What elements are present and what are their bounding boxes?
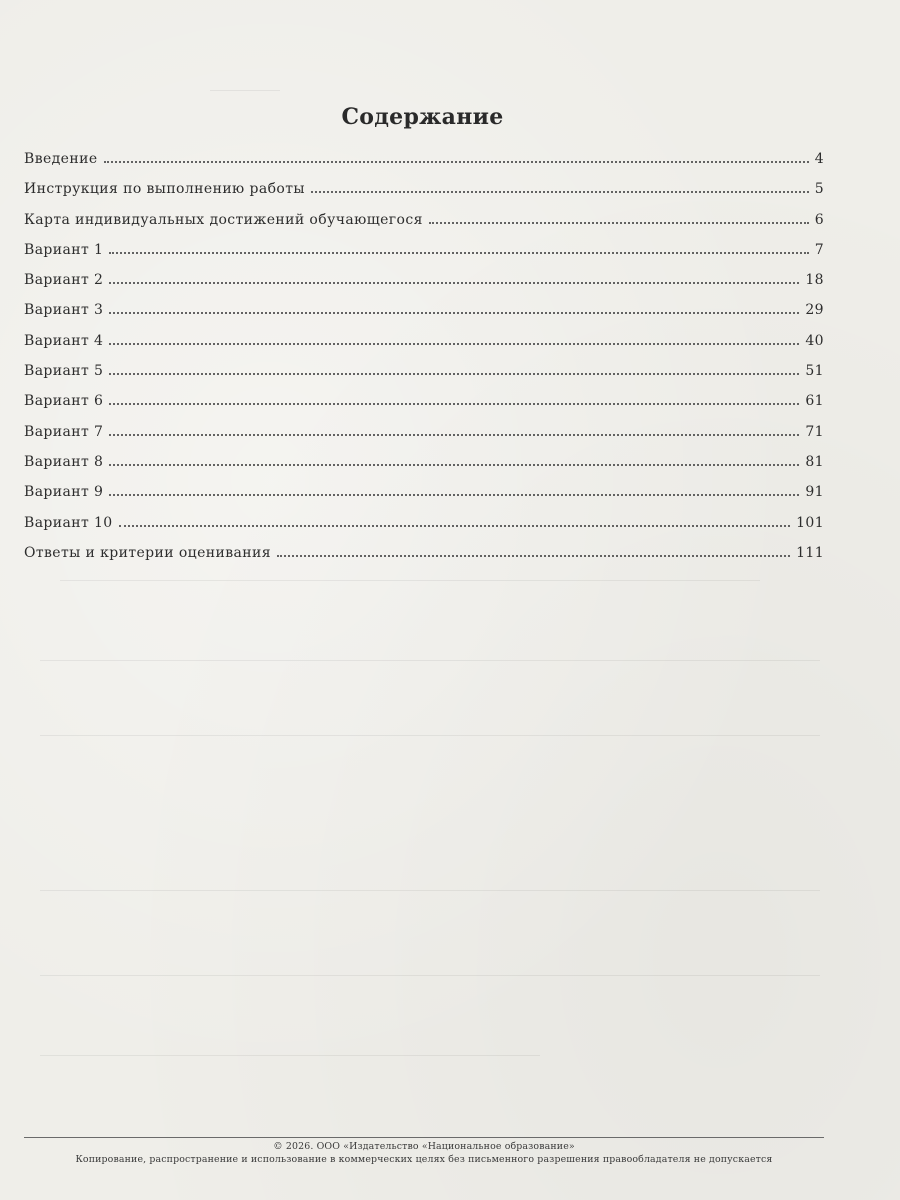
toc-entry — [24, 333, 824, 363]
toc-dot-leader — [109, 434, 799, 436]
show-through-line — [40, 1055, 540, 1056]
toc-entry-page-number: 101 — [796, 514, 824, 531]
toc-entry-label: Вариант 5 — [24, 363, 104, 380]
toc-entry-label: Вариант 9 — [24, 484, 104, 501]
toc-entry-label: Вариант 1 — [24, 241, 104, 258]
toc-dot-leader — [109, 464, 799, 466]
toc-entry-page-number: 111 — [796, 544, 824, 561]
toc-entry-label: Вариант 4 — [24, 332, 104, 349]
toc-dot-leader — [109, 282, 799, 284]
show-through-line — [60, 580, 760, 581]
toc-entry-page-number: 51 — [805, 363, 824, 380]
toc-entry-page-number: 61 — [805, 393, 824, 410]
toc-dot-leader — [109, 494, 799, 496]
show-through-line — [40, 660, 820, 661]
toc-entry-page-number: 81 — [805, 453, 824, 470]
toc-dot-leader — [104, 161, 809, 163]
toc-entry-label: Вариант 7 — [24, 423, 104, 440]
footer-copyright: © 2026. ООО «Издательство «Национальное образование» — [273, 1141, 575, 1152]
toc-dot-leader — [109, 343, 799, 345]
toc-entry — [24, 181, 824, 211]
toc-entry — [24, 515, 824, 545]
toc-entry-label: Вариант 3 — [24, 302, 104, 319]
toc-entry-page-number: 7 — [814, 241, 824, 258]
toc-entry-page-number: 40 — [805, 332, 824, 349]
toc-dot-leader — [119, 525, 790, 527]
toc-entry-label: Вариант 6 — [24, 393, 104, 410]
toc-entry — [24, 545, 824, 575]
footer-notice: Копирование, распространение и использование в коммерческих целях без письменного разрешения правообладателя не допускается — [75, 1154, 773, 1165]
toc-dot-leader — [109, 312, 799, 314]
table-of-contents — [24, 151, 824, 575]
toc-dot-leader — [429, 222, 809, 224]
footer-divider — [24, 1137, 824, 1138]
page-title: Содержание — [341, 104, 504, 130]
toc-entry-label: Введение — [24, 151, 98, 167]
toc-entry — [24, 363, 824, 393]
toc-entry — [24, 393, 824, 423]
show-through-line — [210, 90, 280, 91]
toc-dot-leader — [277, 555, 790, 557]
toc-entry-label: Карта индивидуальных достижений обучающегося — [24, 211, 423, 228]
show-through-line — [40, 890, 820, 891]
toc-entry — [24, 272, 824, 302]
toc-dot-leader — [109, 403, 799, 405]
toc-entry-label: Инструкция по выполнению работы — [24, 181, 305, 198]
toc-entry-page-number: 4 — [814, 151, 824, 167]
toc-entry-page-number: 29 — [805, 302, 824, 319]
toc-entry — [24, 212, 824, 242]
show-through-line — [40, 735, 820, 736]
toc-dot-leader — [109, 252, 808, 254]
toc-entry-page-number: 5 — [814, 181, 824, 198]
toc-entry-label: Вариант 8 — [24, 453, 104, 470]
toc-entry-page-number: 71 — [805, 423, 824, 440]
toc-entry — [24, 454, 824, 484]
toc-entry-label: Вариант 10 — [24, 514, 113, 531]
toc-entry-label: Ответы и критерии оценивания — [24, 544, 271, 561]
toc-entry — [24, 302, 824, 332]
toc-entry — [24, 151, 824, 181]
toc-entry-page-number: 18 — [805, 272, 824, 289]
toc-entry — [24, 242, 824, 272]
toc-entry — [24, 484, 824, 514]
toc-entry-page-number: 6 — [814, 211, 824, 228]
toc-entry — [24, 424, 824, 454]
toc-dot-leader — [311, 191, 809, 193]
toc-entry-label: Вариант 2 — [24, 272, 104, 289]
show-through-line — [40, 975, 820, 976]
toc-dot-leader — [109, 373, 799, 375]
toc-entry-page-number: 91 — [805, 484, 824, 501]
